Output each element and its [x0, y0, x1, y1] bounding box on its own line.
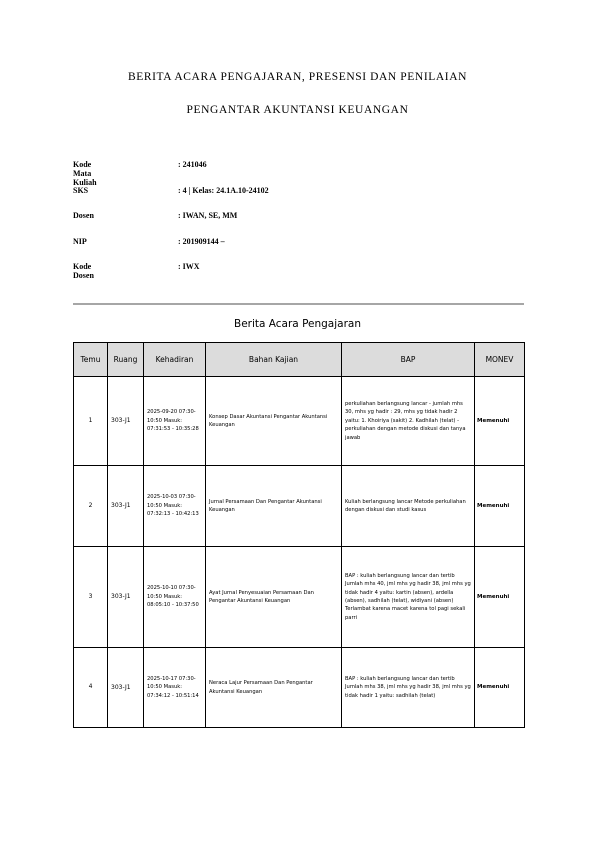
section-title: Berita Acara Pengajaran: [233, 318, 361, 330]
cell-kehadiran: 2025-10-17 07:30-10:50 Masuk: 07:34:12 - 10:51:14: [144, 648, 206, 728]
cell-temu: 2: [74, 466, 108, 547]
info-label: SKS: [73, 185, 89, 195]
info-value: : IWX: [178, 262, 200, 271]
cell-kehadiran: 2025-10-10 07:30-10:50 Masuk: 08:05:10 - 10:37:50: [144, 547, 206, 648]
cell-monev: Memenuhi: [475, 547, 525, 648]
cell-monev: Memenuhi: [475, 466, 525, 547]
cell-kehadiran: 2025-09-20 07:30-10:50 Masuk: 07:31:53 - 10:35:28: [144, 377, 206, 466]
info-value: : 241046: [178, 160, 207, 169]
table-header-row: [74, 343, 525, 377]
table-row: [74, 547, 525, 648]
header-ruang: Ruang: [108, 343, 144, 377]
cell-bap: BAP : kuliah berlangsung lancar dan tertib Jumlah mhs 38, jml mhs yg hadir 38, jml mhs yg tidak hadir 1 yaitu: sadhilah (telat): [342, 648, 475, 728]
cell-monev: Memenuhi: [475, 648, 525, 728]
header-monev: MONEV: [475, 343, 525, 377]
cell-ruang: 303-J1: [108, 377, 144, 466]
info-value: : IWAN, SE, MM: [178, 211, 238, 220]
info-label: Kode Mata Kuliah: [73, 160, 97, 187]
header-kehadiran: Kehadiran: [144, 343, 206, 377]
cell-ruang: 303-J1: [108, 547, 144, 648]
cell-bap: Kuliah berlangsung lancar Metode perkuliahan dengan diskusi dan studi kasus: [342, 466, 475, 547]
cell-bahan-kajian: Konsep Dasar Akuntansi Pengantar Akuntansi Keuangan: [206, 377, 342, 466]
info-value: : 201909144 –: [178, 236, 225, 246]
cell-monev: Memenuhi: [475, 377, 525, 466]
attendance-table: [73, 342, 525, 728]
cell-bahan-kajian: Ayat Jurnal Penyesuaian Persamaan Dan Pengantar Akuntansi Keuangan: [206, 547, 342, 648]
table-row: [74, 466, 525, 547]
cell-bahan-kajian: Neraca Lajur Persamaan Dan Pengantar Akuntansi Keuangan: [206, 648, 342, 728]
cell-temu: 1: [74, 377, 108, 466]
cell-ruang: 303-J1: [108, 648, 144, 728]
document-title: BERITA ACARA PENGAJARAN, PRESENSI DAN PENILAIAN: [127, 71, 468, 83]
info-value: : 4 | Kelas: 24.1A.10-24102: [178, 185, 269, 195]
course-title: PENGANTAR AKUNTANSI KEUANGAN: [186, 104, 409, 116]
cell-temu: 4: [74, 648, 108, 728]
info-label: NIP: [73, 236, 87, 246]
cell-ruang: 303-J1: [108, 466, 144, 547]
info-label: Kode Dosen: [73, 262, 94, 280]
header-bahan-kajian: Bahan Kajian: [206, 343, 342, 377]
table-row: [74, 648, 525, 728]
cell-kehadiran: 2025-10-03 07:30-10:50 Masuk: 07:32:13 - 10:42:13: [144, 466, 206, 547]
table-row: [74, 377, 525, 466]
cell-bap: perkuliahan berlangsung lancar - jumlah mhs 30, mhs yg hadir : 29, mhs yg tidak hadir 2 yaitu: 1. Khoiriya (sakit) 2. Kadhilah (telat) - perkuliahan dengan metode diskusi dan tanya jawab: [342, 377, 475, 466]
header-temu: Temu: [74, 343, 108, 377]
cell-temu: 3: [74, 547, 108, 648]
divider: [73, 303, 524, 305]
cell-bahan-kajian: Jurnal Persamaan Dan Pengantar Akuntansi Keuangan: [206, 466, 342, 547]
header-bap: BAP: [342, 343, 475, 377]
cell-bap: BAP : kuliah berlangsung lancar dan tertib Jumlah mhs 40, jml mhs yg hadir 38, jml mhs yg tidak hadir 4 yaitu: kartin (absen), ardella (absen), sadhilah (telat), widiyani (absen) Terlambat karena macet karena tol pagi sekali parri: [342, 547, 475, 648]
info-label: Dosen: [73, 211, 94, 220]
